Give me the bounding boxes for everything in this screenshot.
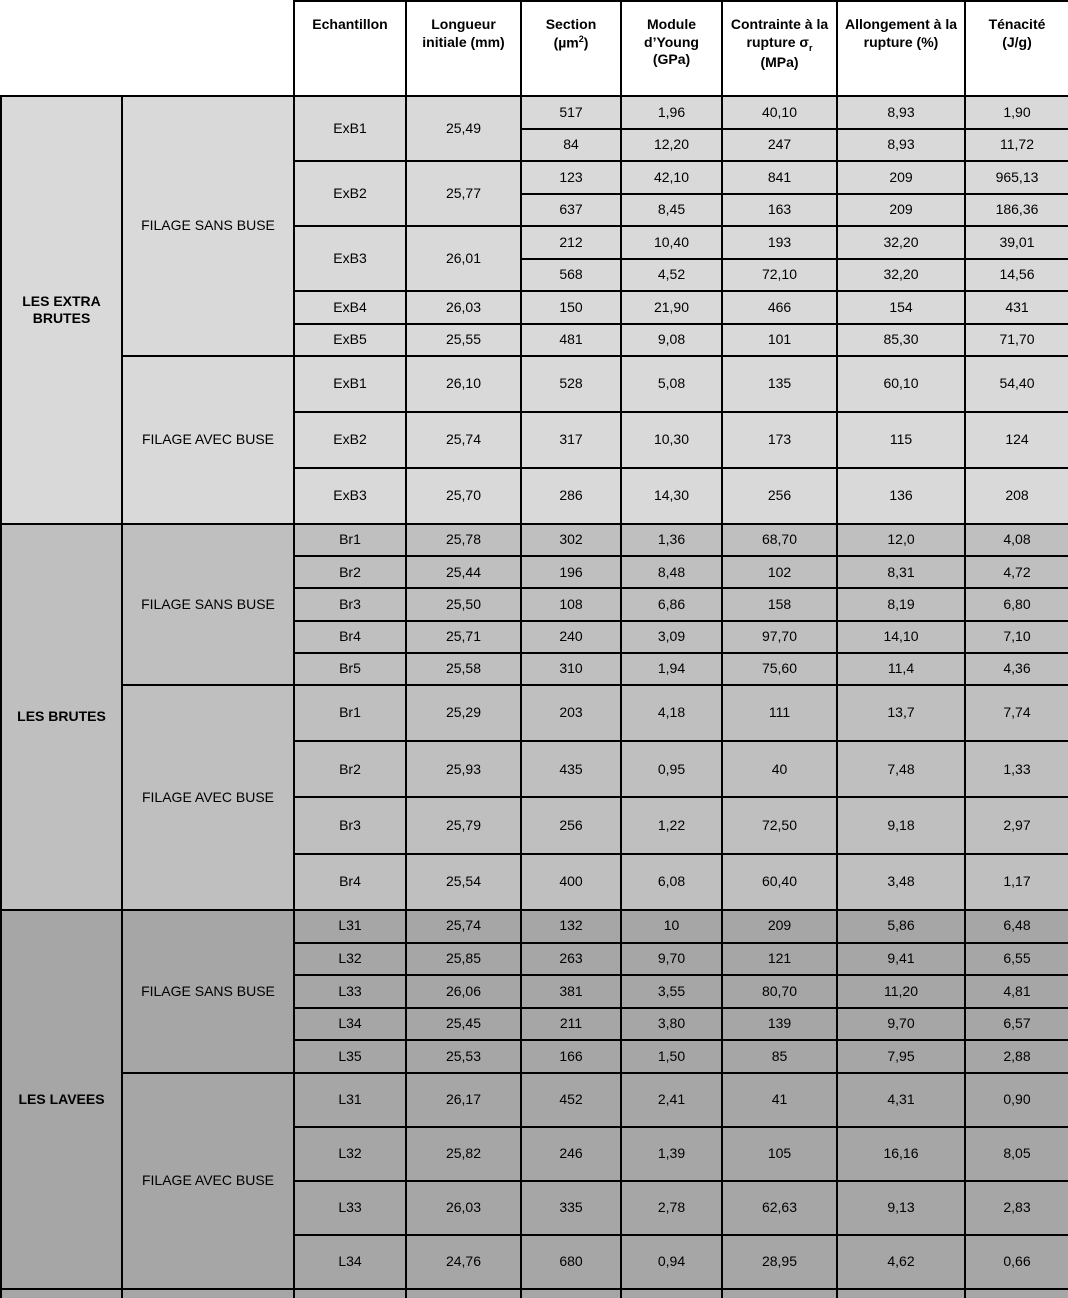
- table-row: [1, 524, 1068, 556]
- tenacite-value: 1,90: [965, 96, 1068, 129]
- module-young-value: 12,20: [621, 129, 722, 162]
- contrainte-rupture-value: 85: [722, 1040, 837, 1073]
- table-row: [1, 685, 1068, 741]
- tenacite-value: 6,57: [965, 1008, 1068, 1041]
- tenacite-value: 0,66: [965, 1235, 1068, 1289]
- tenacite-value: 1,17: [965, 854, 1068, 910]
- section-value: 517: [521, 96, 621, 129]
- tenacite-value: 4,08: [965, 524, 1068, 556]
- allongement-rupture-value: 115: [837, 412, 965, 468]
- tenacite-value: 0,90: [965, 1073, 1068, 1127]
- sample-id-cell: ExB2: [294, 412, 406, 468]
- module-young-value: 2,78: [621, 1181, 722, 1235]
- module-young-value: 10,30: [621, 412, 722, 468]
- tenacite-value: 7,10: [965, 621, 1068, 653]
- cropped-cell: [621, 1289, 722, 1298]
- longueur-initiale-value: 25,82: [406, 1127, 521, 1181]
- allongement-rupture-value: 12,0: [837, 524, 965, 556]
- allongement-rupture-value: 7,48: [837, 741, 965, 797]
- sample-id-cell: ExB1: [294, 96, 406, 161]
- contrainte-rupture-value: 135: [722, 356, 837, 412]
- tenacite-value: 7,74: [965, 685, 1068, 741]
- longueur-initiale-value: 25,53: [406, 1040, 521, 1073]
- tenacite-value: 6,48: [965, 910, 1068, 943]
- longueur-initiale-value: 25,54: [406, 854, 521, 910]
- tenacite-value: 2,83: [965, 1181, 1068, 1235]
- section-value: 435: [521, 741, 621, 797]
- tenacite-value: 8,05: [965, 1127, 1068, 1181]
- longueur-initiale-value: 25,49: [406, 96, 521, 161]
- column-header-longueur-initiale: Longueur initiale (mm): [406, 1, 521, 96]
- allongement-rupture-value: 60,10: [837, 356, 965, 412]
- section-value: 286: [521, 468, 621, 524]
- section-value: 132: [521, 910, 621, 943]
- contrainte-rupture-value: 72,10: [722, 259, 837, 292]
- module-young-value: 8,48: [621, 556, 722, 588]
- allongement-rupture-value: 13,7: [837, 685, 965, 741]
- module-young-value: 2,41: [621, 1073, 722, 1127]
- module-young-value: 9,08: [621, 324, 722, 357]
- allongement-rupture-value: 7,95: [837, 1040, 965, 1073]
- sample-id-cell: L34: [294, 1235, 406, 1289]
- contrainte-rupture-value: 163: [722, 194, 837, 227]
- module-young-value: 1,22: [621, 797, 722, 853]
- column-header-allongement-rupture: Allongement à la rupture (%): [837, 1, 965, 96]
- section-value: 317: [521, 412, 621, 468]
- cropped-cell: [837, 1289, 965, 1298]
- sample-id-cell: ExB3: [294, 468, 406, 524]
- sample-id-cell: L32: [294, 1127, 406, 1181]
- tenacite-value: 1,33: [965, 741, 1068, 797]
- tenacite-value: 431: [965, 291, 1068, 324]
- column-header-echantillon: Echantillon: [294, 1, 406, 96]
- longueur-initiale-value: 24,76: [406, 1235, 521, 1289]
- section-value: 481: [521, 324, 621, 357]
- module-young-value: 14,30: [621, 468, 722, 524]
- tenacite-value: 54,40: [965, 356, 1068, 412]
- longueur-initiale-value: 25,58: [406, 653, 521, 685]
- section-value: 310: [521, 653, 621, 685]
- section-label: LES LAVEES: [1, 910, 122, 1289]
- section-value: 335: [521, 1181, 621, 1235]
- sample-id-cell: L31: [294, 910, 406, 943]
- contrainte-rupture-value: 247: [722, 129, 837, 162]
- sample-id-cell: L35: [294, 1040, 406, 1073]
- allongement-rupture-value: 9,70: [837, 1008, 965, 1041]
- contrainte-rupture-value: 121: [722, 943, 837, 976]
- longueur-initiale-value: 25,74: [406, 910, 521, 943]
- longueur-initiale-value: 25,74: [406, 412, 521, 468]
- allongement-rupture-value: 85,30: [837, 324, 965, 357]
- section-value: 240: [521, 621, 621, 653]
- header-row: [1, 1, 1068, 96]
- sample-id-cell: L33: [294, 1181, 406, 1235]
- longueur-initiale-value: 26,01: [406, 226, 521, 291]
- section-value: 166: [521, 1040, 621, 1073]
- process-label: FILAGE SANS BUSE: [122, 910, 294, 1073]
- allongement-rupture-value: 136: [837, 468, 965, 524]
- contrainte-rupture-value: 105: [722, 1127, 837, 1181]
- allongement-rupture-value: 4,62: [837, 1235, 965, 1289]
- allongement-rupture-value: 5,86: [837, 910, 965, 943]
- module-young-value: 3,80: [621, 1008, 722, 1041]
- process-label: FILAGE SANS BUSE: [122, 96, 294, 356]
- process-label: FILAGE AVEC BUSE: [122, 356, 294, 524]
- allongement-rupture-value: 8,31: [837, 556, 965, 588]
- module-young-value: 4,18: [621, 685, 722, 741]
- tenacite-value: 4,72: [965, 556, 1068, 588]
- section-value: 108: [521, 588, 621, 620]
- sample-id-cell: ExB1: [294, 356, 406, 412]
- contrainte-rupture-value: 72,50: [722, 797, 837, 853]
- longueur-initiale-value: 25,44: [406, 556, 521, 588]
- module-young-value: 10,40: [621, 226, 722, 259]
- section-value: 381: [521, 975, 621, 1008]
- longueur-initiale-value: 25,55: [406, 324, 521, 357]
- cropped-cell: [294, 1289, 406, 1298]
- section-label: LES EXTRA BRUTES: [1, 96, 122, 524]
- module-young-value: 0,94: [621, 1235, 722, 1289]
- section-value: 256: [521, 797, 621, 853]
- sample-id-cell: L34: [294, 1008, 406, 1041]
- module-young-value: 8,45: [621, 194, 722, 227]
- longueur-initiale-value: 26,03: [406, 291, 521, 324]
- table-body: [1, 96, 1068, 1289]
- column-header-section: Section (µm$^2$): [521, 1, 621, 96]
- longueur-initiale-value: 26,17: [406, 1073, 521, 1127]
- longueur-initiale-value: 25,85: [406, 943, 521, 976]
- module-young-value: 3,09: [621, 621, 722, 653]
- tenacite-value: 11,72: [965, 129, 1068, 162]
- allongement-rupture-value: 4,31: [837, 1073, 965, 1127]
- module-young-value: 1,39: [621, 1127, 722, 1181]
- tenacite-value: 2,97: [965, 797, 1068, 853]
- sample-id-cell: L31: [294, 1073, 406, 1127]
- module-young-value: 6,86: [621, 588, 722, 620]
- allongement-rupture-value: 11,4: [837, 653, 965, 685]
- tenacite-value: 4,36: [965, 653, 1068, 685]
- module-young-value: 5,08: [621, 356, 722, 412]
- sample-id-cell: Br5: [294, 653, 406, 685]
- longueur-initiale-value: 25,50: [406, 588, 521, 620]
- contrainte-rupture-value: 209: [722, 910, 837, 943]
- sample-id-cell: ExB5: [294, 324, 406, 357]
- section-value: 246: [521, 1127, 621, 1181]
- section-value: 452: [521, 1073, 621, 1127]
- tenacite-value: 2,88: [965, 1040, 1068, 1073]
- sample-id-cell: Br3: [294, 588, 406, 620]
- contrainte-rupture-value: 75,60: [722, 653, 837, 685]
- module-young-value: 6,08: [621, 854, 722, 910]
- contrainte-rupture-value: 40,10: [722, 96, 837, 129]
- cropped-continuation-row: [1, 1289, 1068, 1298]
- longueur-initiale-value: 25,45: [406, 1008, 521, 1041]
- allongement-rupture-value: 9,41: [837, 943, 965, 976]
- contrainte-rupture-value: 80,70: [722, 975, 837, 1008]
- contrainte-rupture-value: 101: [722, 324, 837, 357]
- contrainte-rupture-value: 97,70: [722, 621, 837, 653]
- section-label: LES BRUTES: [1, 524, 122, 910]
- section-value: 84: [521, 129, 621, 162]
- longueur-initiale-value: 25,79: [406, 797, 521, 853]
- contrainte-rupture-value: 158: [722, 588, 837, 620]
- contrainte-rupture-value: 173: [722, 412, 837, 468]
- process-label: FILAGE AVEC BUSE: [122, 1073, 294, 1289]
- cropped-cell: [965, 1289, 1068, 1298]
- sample-id-cell: Br2: [294, 556, 406, 588]
- tenacite-value: 6,55: [965, 943, 1068, 976]
- module-young-value: 1,94: [621, 653, 722, 685]
- section-value: 211: [521, 1008, 621, 1041]
- section-value: 196: [521, 556, 621, 588]
- tenacite-value: 124: [965, 412, 1068, 468]
- allongement-rupture-value: 209: [837, 194, 965, 227]
- section-value: 637: [521, 194, 621, 227]
- section-value: 400: [521, 854, 621, 910]
- module-young-value: 10: [621, 910, 722, 943]
- contrainte-rupture-value: 466: [722, 291, 837, 324]
- tenacite-value: 14,56: [965, 259, 1068, 292]
- allongement-rupture-value: 8,19: [837, 588, 965, 620]
- section-value: 302: [521, 524, 621, 556]
- section-value: 568: [521, 259, 621, 292]
- section-value: 680: [521, 1235, 621, 1289]
- allongement-rupture-value: 16,16: [837, 1127, 965, 1181]
- longueur-initiale-value: 25,29: [406, 685, 521, 741]
- longueur-initiale-value: 25,77: [406, 161, 521, 226]
- table-row: [1, 910, 1068, 943]
- contrainte-rupture-value: 62,63: [722, 1181, 837, 1235]
- sample-id-cell: L33: [294, 975, 406, 1008]
- module-young-value: 1,36: [621, 524, 722, 556]
- sample-id-cell: ExB4: [294, 291, 406, 324]
- sample-id-cell: Br2: [294, 741, 406, 797]
- table-header: [1, 1, 1068, 96]
- longueur-initiale-value: 26,10: [406, 356, 521, 412]
- longueur-initiale-value: 25,93: [406, 741, 521, 797]
- sample-id-cell: Br1: [294, 524, 406, 556]
- section-value: 203: [521, 685, 621, 741]
- module-young-value: 1,50: [621, 1040, 722, 1073]
- column-header-module-young: Module d’Young (GPa): [621, 1, 722, 96]
- allongement-rupture-value: 11,20: [837, 975, 965, 1008]
- contrainte-rupture-value: 41: [722, 1073, 837, 1127]
- module-young-value: 3,55: [621, 975, 722, 1008]
- tenacite-value: 71,70: [965, 324, 1068, 357]
- cropped-cell: [1, 1289, 122, 1298]
- module-young-value: 42,10: [621, 161, 722, 194]
- column-header-contrainte-rupture: Contrainte à la rupture $\sigma_r$ (MPa): [722, 1, 837, 96]
- section-value: 212: [521, 226, 621, 259]
- contrainte-rupture-value: 68,70: [722, 524, 837, 556]
- contrainte-rupture-value: 256: [722, 468, 837, 524]
- sample-id-cell: Br1: [294, 685, 406, 741]
- allongement-rupture-value: 209: [837, 161, 965, 194]
- tenacite-value: 965,13: [965, 161, 1068, 194]
- section-value: 150: [521, 291, 621, 324]
- table-row: [1, 1073, 1068, 1127]
- module-young-value: 1,96: [621, 96, 722, 129]
- sample-id-cell: ExB3: [294, 226, 406, 291]
- allongement-rupture-value: 9,18: [837, 797, 965, 853]
- module-young-value: 4,52: [621, 259, 722, 292]
- allongement-rupture-value: 32,20: [837, 259, 965, 292]
- longueur-initiale-value: 26,03: [406, 1181, 521, 1235]
- section-value: 528: [521, 356, 621, 412]
- cropped-row: [1, 1289, 1068, 1298]
- contrainte-rupture-value: 40: [722, 741, 837, 797]
- longueur-initiale-value: 25,70: [406, 468, 521, 524]
- header-empty-corner: [1, 1, 294, 96]
- allongement-rupture-value: 32,20: [837, 226, 965, 259]
- allongement-rupture-value: 8,93: [837, 96, 965, 129]
- tenacite-value: 6,80: [965, 588, 1068, 620]
- allongement-rupture-value: 154: [837, 291, 965, 324]
- section-value: 123: [521, 161, 621, 194]
- module-young-value: 21,90: [621, 291, 722, 324]
- cropped-cell: [122, 1289, 294, 1298]
- process-label: FILAGE SANS BUSE: [122, 524, 294, 685]
- section-value: 263: [521, 943, 621, 976]
- longueur-initiale-value: 25,78: [406, 524, 521, 556]
- contrainte-rupture-value: 193: [722, 226, 837, 259]
- longueur-initiale-value: 26,06: [406, 975, 521, 1008]
- tenacite-value: 208: [965, 468, 1068, 524]
- contrainte-rupture-value: 60,40: [722, 854, 837, 910]
- longueur-initiale-value: 25,71: [406, 621, 521, 653]
- sample-id-cell: Br4: [294, 621, 406, 653]
- contrainte-rupture-value: 102: [722, 556, 837, 588]
- allongement-rupture-value: 14,10: [837, 621, 965, 653]
- sample-id-cell: Br4: [294, 854, 406, 910]
- cropped-cell: [521, 1289, 621, 1298]
- allongement-rupture-value: 8,93: [837, 129, 965, 162]
- contrainte-rupture-value: 841: [722, 161, 837, 194]
- contrainte-rupture-value: 139: [722, 1008, 837, 1041]
- contrainte-rupture-value: 28,95: [722, 1235, 837, 1289]
- allongement-rupture-value: 3,48: [837, 854, 965, 910]
- cropped-cell: [722, 1289, 837, 1298]
- process-label: FILAGE AVEC BUSE: [122, 685, 294, 910]
- tenacite-value: 186,36: [965, 194, 1068, 227]
- table-row: [1, 356, 1068, 412]
- column-header-tenacite: Ténacité (J/g): [965, 1, 1068, 96]
- tenacite-value: 4,81: [965, 975, 1068, 1008]
- module-young-value: 0,95: [621, 741, 722, 797]
- allongement-rupture-value: 9,13: [837, 1181, 965, 1235]
- sample-id-cell: Br3: [294, 797, 406, 853]
- sample-id-cell: ExB2: [294, 161, 406, 226]
- cropped-cell: [406, 1289, 521, 1298]
- table-row: [1, 96, 1068, 129]
- module-young-value: 9,70: [621, 943, 722, 976]
- tenacite-value: 39,01: [965, 226, 1068, 259]
- contrainte-rupture-value: 111: [722, 685, 837, 741]
- sample-id-cell: L32: [294, 943, 406, 976]
